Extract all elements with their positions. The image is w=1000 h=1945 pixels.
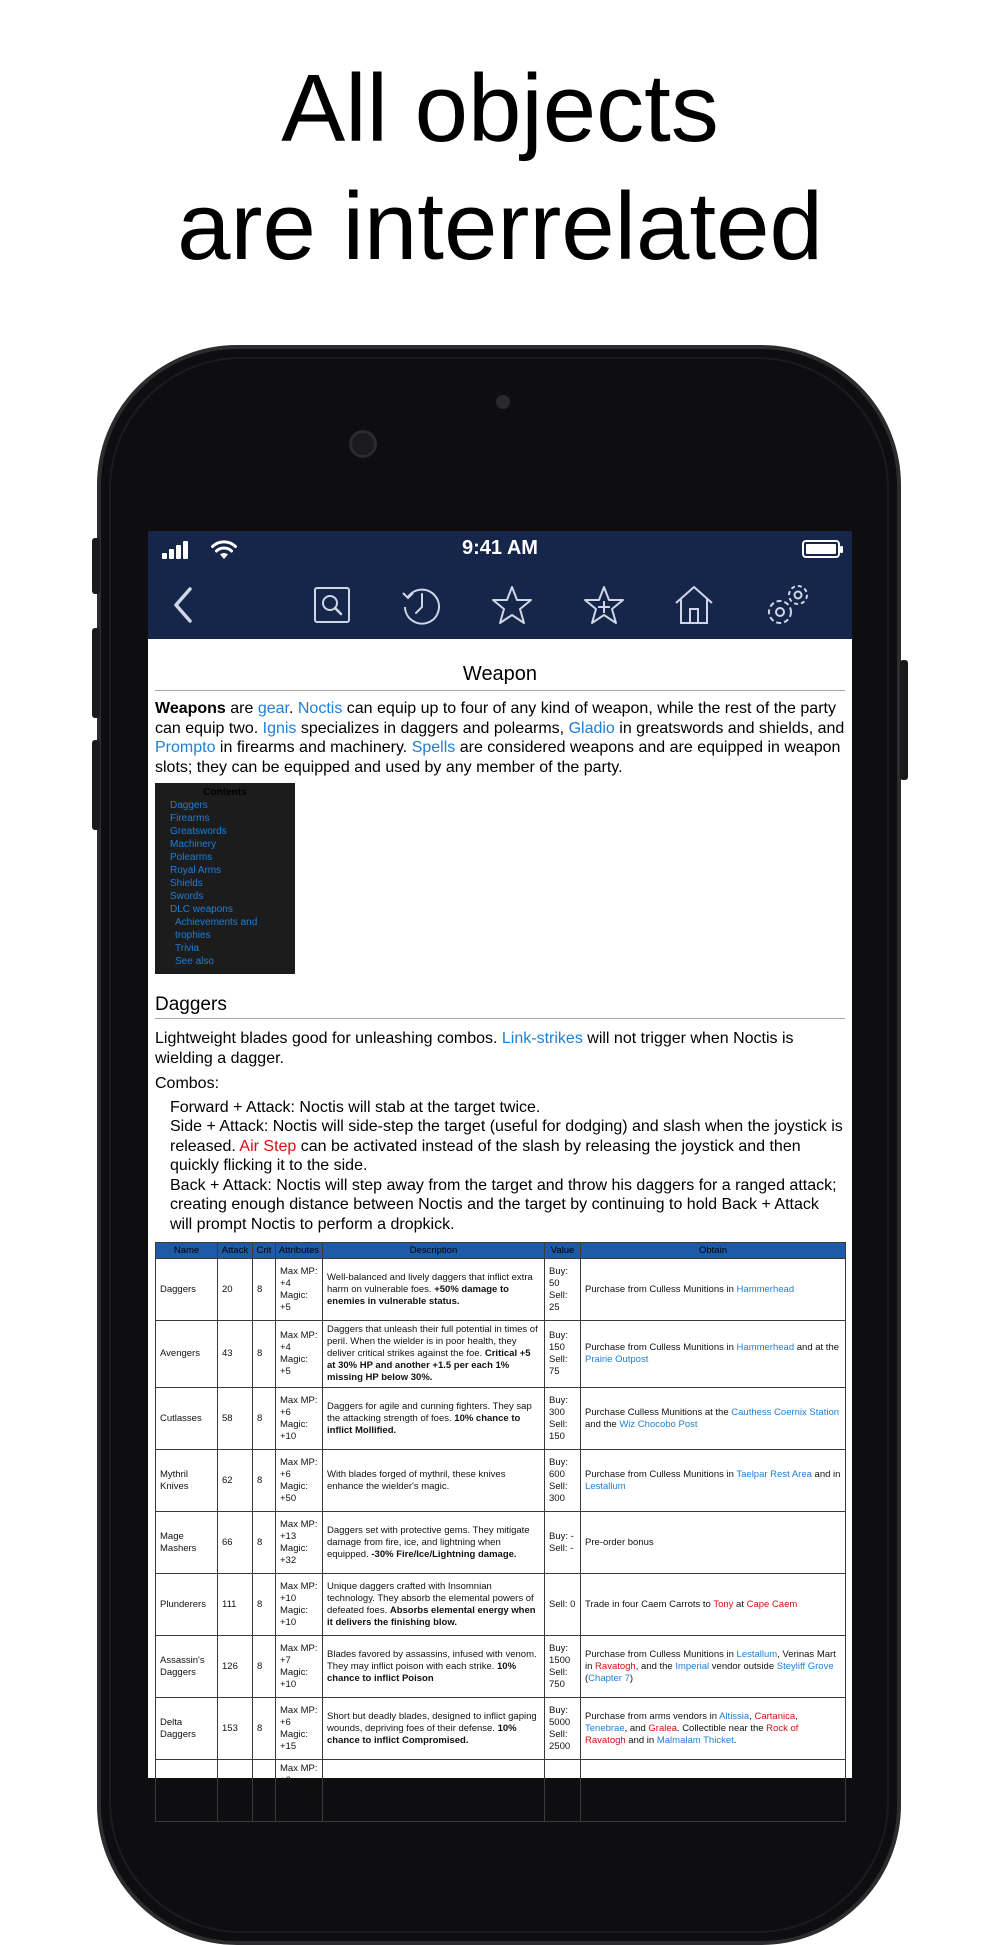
toc-title: Contents xyxy=(203,787,247,798)
obtain-link[interactable]: Taelpar Rest Area xyxy=(736,1468,812,1480)
crit-cell: 8 xyxy=(253,1636,276,1698)
weapon-name-link[interactable]: Daggers xyxy=(156,1259,218,1321)
combo-list xyxy=(155,1098,845,1235)
column-header[interactable]: Description xyxy=(323,1243,545,1259)
value-line: Buy: 600 xyxy=(549,1456,569,1480)
crit-cell: 8 xyxy=(253,1512,276,1574)
value-line: Sell: 300 xyxy=(549,1480,568,1504)
obtain-text: Purchase from Culless Munitions in xyxy=(585,1468,737,1480)
obtain-link[interactable]: Gralea xyxy=(648,1722,677,1734)
value-cell xyxy=(545,1698,581,1760)
crit-cell: 8 xyxy=(253,1259,276,1321)
intro-text: in firearms and machinery. xyxy=(215,739,412,756)
link-gear[interactable]: gear xyxy=(257,700,289,717)
value-line: Sell: 25 xyxy=(549,1289,568,1313)
intro-text: are considered weapons and are equipped in weapon slots; they can be equipped and used by any member of the party. xyxy=(155,739,841,776)
table-row xyxy=(156,1760,846,1822)
description-cell xyxy=(323,1259,545,1321)
column-header[interactable]: Attributes xyxy=(276,1243,323,1259)
obtain-link[interactable]: Steyliff Grove xyxy=(776,1660,834,1672)
link-noctis[interactable]: Noctis xyxy=(297,700,343,717)
obtain-text: and in xyxy=(811,1468,841,1480)
combos-label: Combos: xyxy=(155,1075,220,1092)
obtain-cell xyxy=(581,1636,846,1698)
attribute-line: Max MP: +6 xyxy=(280,1456,318,1480)
attribute-line: Magic: +10 xyxy=(280,1666,308,1690)
attribute-line: Magic: +50 xyxy=(280,1480,308,1504)
column-header[interactable]: Attack xyxy=(218,1243,253,1259)
attributes-cell xyxy=(276,1636,323,1698)
star-icon[interactable] xyxy=(488,581,536,629)
obtain-cell xyxy=(581,1388,846,1450)
section-heading-daggers: Daggers xyxy=(155,994,845,1019)
attribute-line: Max MP: +10 xyxy=(280,1580,318,1604)
phone-mute-switch xyxy=(92,538,100,594)
attack-cell: 20 xyxy=(218,1259,253,1321)
home-icon[interactable] xyxy=(670,581,718,629)
back-chevron-icon[interactable] xyxy=(160,581,208,629)
phone-sensor xyxy=(496,395,510,409)
toc-item[interactable]: Polearms xyxy=(170,852,213,863)
obtain-cell xyxy=(581,1574,846,1636)
toc-item[interactable]: See also xyxy=(175,956,214,967)
attributes-cell xyxy=(276,1574,323,1636)
attribute-line: Max MP: +4 xyxy=(280,1330,318,1353)
value-cell xyxy=(545,1760,581,1822)
description-text: Daggers for agile and cunning fighters. They sap the attacking strength of foes. xyxy=(327,1400,532,1424)
table-row xyxy=(156,1698,846,1760)
obtain-cell xyxy=(581,1450,846,1512)
attributes-cell xyxy=(276,1760,323,1822)
attribute-line: Magic: +5 xyxy=(280,1354,308,1377)
toc-item[interactable]: Achievements and trophies xyxy=(175,917,258,941)
attack-cell: 58 xyxy=(218,1388,253,1450)
link-prompto[interactable]: Prompto xyxy=(155,739,216,756)
attack-cell: 126 xyxy=(218,1636,253,1698)
attributes-cell xyxy=(276,1512,323,1574)
toc-item[interactable]: DLC weapons xyxy=(170,904,233,915)
intro-text: specializes in daggers and polearms, xyxy=(296,719,569,737)
obtain-text: , xyxy=(795,1710,798,1722)
obtain-link[interactable]: Malmalam Thicket xyxy=(656,1734,734,1746)
obtain-cell xyxy=(581,1321,846,1388)
status-bar xyxy=(148,531,852,571)
crit-cell: 8 xyxy=(253,1574,276,1636)
obtain-link[interactable]: Imperial xyxy=(675,1660,710,1672)
table-row xyxy=(156,1259,846,1321)
obtain-link[interactable]: Rock of Ravatogh xyxy=(585,1722,799,1746)
attribute-line: Max MP: +4 xyxy=(280,1265,318,1289)
intro-text: . xyxy=(288,700,298,717)
description-cell xyxy=(323,1388,545,1450)
weapon-name-link[interactable] xyxy=(156,1760,218,1822)
phone-front-camera xyxy=(349,430,377,458)
link-spells[interactable]: Spells xyxy=(411,739,456,756)
description-text: With blades forged of mythril, these knives enhance the wielder's magic. xyxy=(327,1468,506,1492)
description-effect: 10% chance to inflict Compromised. xyxy=(327,1722,517,1746)
value-line: Sell: 75 xyxy=(549,1354,568,1377)
obtain-text: ) xyxy=(629,1672,634,1684)
history-icon[interactable] xyxy=(398,581,446,629)
attribute-line: Max MP: +6 xyxy=(280,1763,318,1786)
link-ignis[interactable]: Ignis xyxy=(262,719,297,737)
intro-text: can equip up to four of any kind of weapon, while the rest of the party can equip two. xyxy=(155,700,836,737)
combo-item: Back + Attack: Noctis will step away from the target and throw his daggers for a ranged attack; creating enough distance between Noctis and the target by continuing to hold Back + Attack will prompt Noctis to perform a dropkick. xyxy=(170,1176,837,1233)
attribute-line: Magic: +10 xyxy=(280,1604,308,1628)
obtain-link[interactable]: Lestallum xyxy=(736,1648,778,1660)
value-line: Buy: - xyxy=(549,1530,574,1542)
obtain-text: at xyxy=(733,1598,747,1610)
obtain-link[interactable]: Cape Caem xyxy=(746,1598,798,1610)
obtain-text: Purchase Culless Munitions at the xyxy=(585,1406,732,1418)
attribute-line: Magic: +10 xyxy=(280,1418,308,1442)
battery-icon xyxy=(802,540,840,558)
intro-paragraph xyxy=(155,699,845,777)
attribute-line: Strength: xyxy=(280,1787,319,1798)
link-link-strikes[interactable]: Link-strikes xyxy=(501,1030,583,1047)
description-cell xyxy=(323,1574,545,1636)
attribute-line: Magic: +15 xyxy=(280,1728,308,1752)
nav-toolbar xyxy=(148,571,852,639)
value-line: Sell: - xyxy=(549,1542,574,1554)
obtain-link[interactable]: Wiz Chocobo Post xyxy=(619,1418,698,1430)
obtain-text: Trade in four Caem Carrots to xyxy=(585,1598,714,1610)
description-effect: 10% chance to inflict Poison xyxy=(327,1660,517,1684)
value-cell xyxy=(545,1259,581,1321)
obtain-cell xyxy=(581,1259,846,1321)
obtain-text: Purchase from Culless Munitions in xyxy=(585,1283,737,1295)
value-line: Sell: 750 xyxy=(549,1666,568,1690)
combo-item: Forward + Attack: Noctis will stab at the target twice. xyxy=(170,1098,541,1116)
description-cell xyxy=(323,1760,545,1822)
phone-volume-up xyxy=(92,628,100,718)
toc-item[interactable]: Greatswords xyxy=(170,826,227,837)
headline-line-1: All objects xyxy=(281,55,719,162)
obtain-text: and the xyxy=(585,1418,620,1430)
column-header[interactable]: Obtain xyxy=(581,1243,846,1259)
article-content xyxy=(155,639,845,1822)
combo-text: can be activated instead of the slash by releasing the joystick and then quickly flicking it to the side. xyxy=(170,1137,801,1174)
description-text: Short but deadly blades, designed to inflict gaping wounds, depriving foes of their defense. xyxy=(327,1710,537,1734)
value-cell xyxy=(545,1574,581,1636)
value-cell xyxy=(545,1512,581,1574)
link-gladio[interactable]: Gladio xyxy=(568,719,615,737)
obtain-text: Purchase from Culless Munitions in xyxy=(585,1648,737,1660)
value-cell xyxy=(545,1636,581,1698)
description-cell xyxy=(323,1512,545,1574)
table-row xyxy=(156,1512,846,1574)
crit-cell: 8 xyxy=(253,1388,276,1450)
attributes-cell xyxy=(276,1450,323,1512)
value-cell xyxy=(545,1388,581,1450)
description-cell xyxy=(323,1450,545,1512)
weapon-name-link[interactable]: Mage Mashers xyxy=(156,1512,218,1574)
table-row xyxy=(156,1636,846,1698)
crit-cell: 8 xyxy=(253,1450,276,1512)
value-line: Sell: 150 xyxy=(549,1418,568,1442)
description-effect: -30% Fire/Ice/Lightning damage. xyxy=(371,1548,517,1560)
description-effect: Absorbs elemental energy when it delivers the finishing blow. xyxy=(327,1604,536,1628)
toc-item[interactable]: Machinery xyxy=(170,839,217,850)
obtain-text: and in xyxy=(625,1734,657,1746)
obtain-text: , and the xyxy=(635,1660,676,1672)
obtain-link[interactable]: Tony xyxy=(713,1598,734,1610)
value-cell xyxy=(545,1321,581,1388)
attributes-cell xyxy=(276,1259,323,1321)
obtain-link[interactable]: Altissia xyxy=(719,1710,750,1722)
obtain-link[interactable]: Lestallum xyxy=(585,1480,626,1492)
toc-item[interactable]: Trivia xyxy=(175,943,200,954)
search-icon[interactable] xyxy=(308,581,356,629)
combo-text: Side + Attack: Noctis will side-step the target (useful for dodging) and slash when the joystick is released. xyxy=(170,1118,843,1155)
weapon-name-link[interactable]: Plunderers xyxy=(156,1574,218,1636)
weapons-table xyxy=(155,1242,846,1822)
obtain-cell xyxy=(581,1760,846,1822)
headline-line-2: are interrelated xyxy=(177,173,823,280)
attack-cell: 43 xyxy=(218,1321,253,1388)
table-row xyxy=(156,1574,846,1636)
description-cell xyxy=(323,1321,545,1388)
obtain-text: , Verinas Mart in xyxy=(585,1648,836,1672)
obtain-link[interactable]: Prairie Outpost xyxy=(585,1354,649,1365)
description-cell xyxy=(323,1698,545,1760)
obtain-text: Purchase from Culless Munitions in xyxy=(585,1342,737,1353)
obtain-link[interactable]: Hammerhead xyxy=(736,1342,795,1353)
toc-item[interactable]: Swords xyxy=(170,891,204,902)
phone-screen xyxy=(148,531,852,1798)
toc-item[interactable]: Firearms xyxy=(170,813,210,824)
attack-cell xyxy=(218,1760,253,1822)
combo-item xyxy=(170,1117,845,1176)
table-row xyxy=(156,1388,846,1450)
daggers-text: Lightweight blades good for unleashing combos. xyxy=(155,1030,502,1047)
obtain-text: . Collectible near the xyxy=(676,1722,767,1734)
obtain-link[interactable]: Cauthess Coernix Station xyxy=(731,1406,840,1418)
description-effect: 10% chance to inflict Mollified. xyxy=(327,1412,521,1436)
column-header[interactable]: Crit xyxy=(253,1243,276,1259)
value-line: Buy: 50 xyxy=(549,1265,569,1289)
obtain-text: . xyxy=(733,1734,737,1746)
weapon-name-link[interactable]: Mythril Knives xyxy=(156,1450,218,1512)
toc-item[interactable]: Royal Arms xyxy=(170,865,222,876)
attribute-line: Max MP: +6 xyxy=(280,1704,318,1728)
toc-item[interactable]: Shields xyxy=(170,878,203,889)
value-line: Sell: 0 xyxy=(549,1598,576,1610)
attribute-line: Max MP: +6 xyxy=(280,1394,318,1418)
obtain-text: ( xyxy=(585,1672,589,1684)
value-line: Sell: 2500 xyxy=(549,1728,571,1752)
attack-cell: 66 xyxy=(218,1512,253,1574)
attack-cell: 153 xyxy=(218,1698,253,1760)
intro-text: in greatswords and shields, and xyxy=(614,719,845,737)
status-time: 9:41 AM xyxy=(462,537,538,559)
daggers-text: will not trigger when Noctis is wielding a dagger. xyxy=(155,1030,794,1067)
obtain-link[interactable]: Tenebrae xyxy=(585,1722,625,1734)
column-header[interactable]: Value xyxy=(545,1243,581,1259)
star-plus-icon[interactable] xyxy=(580,581,628,629)
obtain-text: , and xyxy=(624,1722,649,1734)
obtain-cell xyxy=(581,1698,846,1760)
intro-bold-term: Weapons xyxy=(155,700,226,717)
crit-cell: 8 xyxy=(253,1321,276,1388)
attribute-line: Magic: +32 xyxy=(280,1542,308,1566)
attribute-line: Max MP: +7 xyxy=(280,1642,318,1666)
value-cell xyxy=(545,1450,581,1512)
gear-icon[interactable] xyxy=(764,581,812,629)
value-line: Buy: 300 xyxy=(549,1394,569,1418)
attack-cell: 62 xyxy=(218,1450,253,1512)
obtain-link[interactable]: Chapter 7 xyxy=(588,1672,630,1684)
obtain-link[interactable]: Ravatogh xyxy=(595,1660,636,1672)
intro-text: are xyxy=(225,700,258,717)
daggers-paragraph xyxy=(155,1029,845,1068)
link-air-step[interactable]: Air Step xyxy=(239,1137,297,1155)
attributes-cell xyxy=(276,1698,323,1760)
table-header-row xyxy=(156,1243,846,1259)
obtain-text: and at the xyxy=(794,1342,840,1353)
attribute-line: Magic: +5 xyxy=(280,1289,308,1313)
obtain-link[interactable]: Hammerhead xyxy=(736,1283,795,1295)
toc-item[interactable]: Daggers xyxy=(170,800,208,811)
page-title: Weapon xyxy=(155,639,845,691)
phone-volume-down xyxy=(92,740,100,830)
attribute-line: Max MP: +13 xyxy=(280,1518,318,1542)
obtain-text: vendor outside xyxy=(709,1660,777,1672)
value-line: Buy: 1500 xyxy=(549,1642,571,1666)
phone-power-button xyxy=(900,660,908,780)
weapon-name-link[interactable]: Avengers xyxy=(156,1321,218,1388)
table-row xyxy=(156,1321,846,1388)
attributes-cell xyxy=(276,1321,323,1388)
crit-cell: 8 xyxy=(253,1698,276,1760)
description-text: Daggers that unleash their full potential in times of peril. When the wielder is in poor health, they deliver critical strikes against the foe. xyxy=(327,1324,538,1359)
marketing-headline xyxy=(0,50,1000,286)
description-text: Well-balanced and lively daggers that inflict extra harm on vulnerable foes. xyxy=(327,1271,533,1295)
table-of-contents xyxy=(155,783,295,974)
description-text: Blades favored by assassins, infused with venom. They may inflict poison with each strike. xyxy=(327,1648,537,1672)
value-line: Buy: 150 xyxy=(549,1330,569,1353)
weapon-name-link[interactable]: Delta Daggers xyxy=(156,1698,218,1760)
obtain-text: Purchase from arms vendors in xyxy=(585,1710,720,1722)
attack-cell: 111 xyxy=(218,1574,253,1636)
value-line: Buy: 5000 xyxy=(549,1704,571,1728)
attributes-cell xyxy=(276,1388,323,1450)
description-cell xyxy=(323,1636,545,1698)
obtain-link[interactable]: Cartanica xyxy=(754,1710,796,1722)
description-text: Unique daggers crafted with Insomnian technology. They absorb the elemental powers of defeated foes. xyxy=(327,1580,534,1616)
description-text: Daggers set with protective gems. They mitigate damage from fire, ice, and lightning when equipped. xyxy=(327,1524,530,1560)
obtain-text: , xyxy=(749,1710,755,1722)
weapon-name-link[interactable]: Assassin's Daggers xyxy=(156,1636,218,1698)
table-row xyxy=(156,1450,846,1512)
weapon-name-link[interactable]: Cutlasses xyxy=(156,1388,218,1450)
column-header[interactable]: Name xyxy=(156,1243,218,1259)
description-effect: Critical +5 at 30% HP and another +1.5 per each 1% missing HP below 30%. xyxy=(327,1348,531,1383)
crit-cell xyxy=(253,1760,276,1822)
description-effect: +50% damage to enemies in vulnerable status. xyxy=(327,1283,509,1307)
obtain-cell: Pre-order bonus xyxy=(581,1512,846,1574)
